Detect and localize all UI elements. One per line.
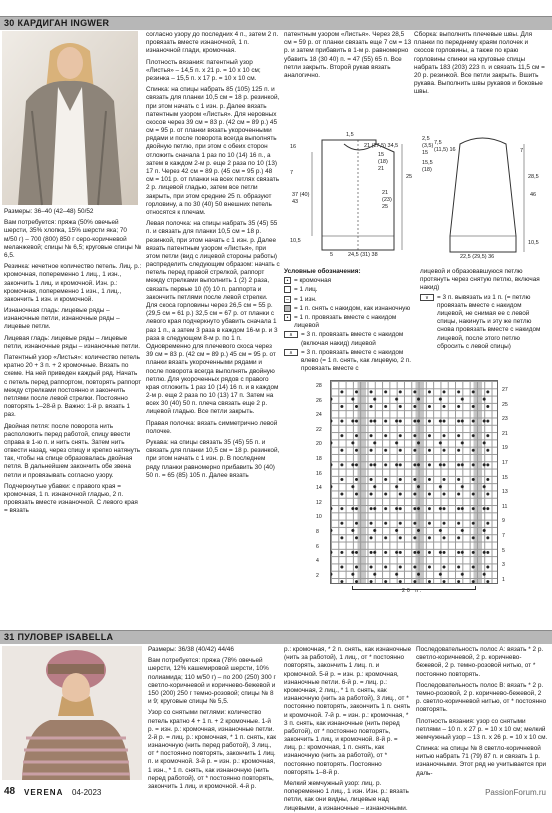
pattern-text: Узор со снятыми петлями: количество петель кратно 4 + 1 п. + 2 кромочные. 1-й р. = изн. р.: кромочная, изнаночные петли. 2-й р. = лиц. р.: кромочная, * 1 п. снять, как изнаночную (нить перед работой), 3 лиц., от * постоянно повторять, закончить 1 лиц. п. и кромочной. 3-й р. = изн. р.: кромочная, 1 изн., * 1 п. снять, как изнаночную (нить перед работой), от * постоянно повторять, закончить 1 лиц. и кромочной. 4-й р.	[148, 709, 277, 790]
body-label: 37 (40) 43	[292, 192, 310, 206]
section-header-title	[4, 18, 109, 30]
back-text: Спинка: на спицы набрать 85 (105) 125 п. и связать для планки 10,5 см = 18 р. резинкой, при этом начать с 1 изн. р. Далее вязать патентным узором «Листья». Для неровных скосов через 39 см = 83 р. (42 см = 89 р.) 45 см = 95 р. от планки вязать укороченными рядами и после поворота всегда выполнять двойную петлю, при этом с обеих сторон отложить сначала 1 раз по 10 (14) 16 п., а затем в каждом 2-м р. еще 2 раза по 10 (13) 17 п. Через 42 см = 89 р. (45 см = 95 р.) 48 см = 101 р. от планки на всех петлях связать 2 р. лицевой гладью, затем все петли закрыть, при этом средние 25 п. образуют горловину, а по 30 (40) 50 внешних петель относятся к плечам.	[146, 86, 280, 216]
materials-text: Вам потребуется: пряжа (78% овечьей шерсти, 12% кашемировой шерсти, 10% полиамида; 110 м/50 г) – по 200 (250) 300 г светло-коричневой и коричнево-бежевой и 150 (200) 250 г темно-розовой; спицы № 8 и 9; круговые спицы № 5,5.	[148, 657, 276, 706]
assembly-text: Сборка: выполнить плечевые швы. Для планки по переднему краям полочек и скосов горловины, а также по краю горловины спинки на круговые спицы набрать 183 (203) 223 п. и связать 11,5 см = 20 р. резинкой. Все петли закрыть. Вшить рукава. Выполнить швы рукавов и боковые швы.	[414, 31, 545, 96]
sleeve-label: 7	[520, 148, 524, 154]
sleeve-label: 2,5 (3,5) 15	[422, 136, 434, 157]
right-front-text: Правая полочка: вязать симметрично левой полочке.	[146, 419, 278, 435]
legend-title: Условные обозначения:	[284, 268, 361, 275]
knit-three-left-icon: ∧	[284, 349, 298, 356]
column-4-instructions	[414, 31, 548, 131]
body-label: 5	[330, 252, 334, 258]
sizes-text: Размеры: 36/38 (40/42) 44/46	[148, 646, 234, 653]
left-front-text: Левая полочка: на спицы набрать 35 (45) 55 п. и связать для планки 10,5 см = 18 р. резинкой, при этом начать с 1 изн. р. Далее вязать патентным узором «Листья», при этом петли (вид с лицевой стороны работы) распределить следующим образом: начать с петель перед правой стрелкой, раппорт между стрелками выполнить 1 (2) 2 раза, связать первые 10 (0) 10 п. раппорта и закончить петлями после левой стрелки. Для скоса горловины через 26,5 см = 55 р. (29,5 см = 61 р.) 32,5 см = 67 р. от планки с левого края подчеркнуто убавить сначала 1 раз 1 п., а затем 3 раза в каждом 16-м р. и 3 раза в следующем 8-м р. по 1 п. Одновременно для плечевого скоса через 39 см = 83 р. (42 см = 89 р.) 45 см = 95 р. от планки вязать укороченными рядами и после поворота всегда выполнять двойную петлю. Для укороченных рядов с правого края отложить 1 раз 10 (14) 16 п. и в каждом 2-м р. еще 2 раза по 10 (13) 17 п. Затем на всех 30 (40) 50 п. плеча связать еще 2 р. лицевой гладью. Все петли закрыть.	[146, 220, 280, 416]
sleeve-label: 28,5	[528, 174, 539, 180]
section-title: КАРДИГАН	[17, 18, 68, 28]
knit-with-yarnover-icon: •	[284, 314, 291, 321]
sleeve-schematic	[420, 134, 550, 264]
body-label: 10,5	[290, 238, 301, 244]
body-label: 24,5 (31) 38	[348, 252, 378, 258]
section-subtitle: INGWER	[70, 18, 110, 28]
legend-item: ∧ = 3 п. провязать вместе с накидом (включая накид) лицевой	[284, 331, 416, 347]
legend-item: • = кромочная	[284, 277, 416, 285]
legend-item: ∧ = 3 п. провязать вместе с накидом влево (= 1 п. снять, как лицевую, 2 п. провязать вместе с	[284, 349, 416, 374]
section-header-bottom	[0, 630, 552, 644]
decrease-text: Подчеркнутые убавки: с правого края = кромочная, 1 п. изнаночной гладью, 2 п. провязать вместе изнаночной. С левого края = вязать	[4, 482, 138, 515]
knit-three-together-icon: ∧	[284, 331, 298, 338]
body-label: 21 (23) 25	[382, 190, 392, 211]
column-1-instructions	[4, 208, 142, 570]
legend-item: • = 1 п. провязать вместе с накидом лицевой	[284, 314, 416, 330]
sleeve-label: 7,5 (11,5) 16	[434, 140, 456, 154]
body-label: 7	[290, 170, 294, 176]
stripe-sequence-a: Последовательность полос А: вязать * 2 р. светло-коричневой, 2 р. коричнево-бежевой, 2 р. темно-розовой нитью, от * постоянно повторять.	[416, 646, 544, 678]
column-2-instructions	[146, 31, 280, 571]
density-text: Плотность вязания: узор со снятыми петлями – 10 п. x 27 р. = 10 x 10 см; мелкий жемчужный узор – 13 п. x 26 р. = 10 x 10 см.	[416, 717, 548, 741]
body-label: 15 (18) 21	[378, 152, 388, 173]
knit-stitch-icon	[284, 286, 291, 293]
sleeve-label: 15,5 (18)	[422, 160, 433, 174]
section-title: ПУЛОВЕР	[17, 632, 64, 642]
pattern-text: Патентный узор «Листья»: количество петель кратно 20 + 3 п. + 2 кромочные. Вязать по схеме. На ней приведен каждый ряд. Начать с петель перед раппортом, повторять раппорт между стрелками постоянно и закончить петлями после левой стрелки. Постоянно повторять 1–28-й р. Важно: 1-й р. вязать 1 раз.	[4, 354, 142, 419]
watermark: PassionForum.ru	[485, 788, 546, 797]
magazine-brand: VERENA	[24, 788, 64, 797]
seed-stitch-text: Мелкий жемчужный узор: лиц. р. попеременно 1 лиц., 1 изн. Изн. р.: вязать петли, как они видны, лицевые над лицевыми, а изнаночные – изнаночными.	[284, 780, 409, 812]
intro-text: согласно узору до последних 4 п., затем 2 п. провязать вместе изнаночной, 1 п. изнаночной глади, кромочная.	[146, 31, 279, 55]
legend-item: ∨ = 3 п. вывязать из 1 п. (= петлю провязать вместе с накидом лицевой, не снимая ее с левой спицы, накинуть и эту же петлю снова провязать вместе с накидом лицевой, после этого петлю сбросить с левой спицы)	[420, 294, 548, 351]
body-label: 1,5	[346, 132, 354, 138]
legend-item: = 1 п. снять с накидом, как изнаночную	[284, 305, 416, 313]
reverse-stitch-text: Изнаночная гладь: лицевые ряды – изнаночные петли, изнаночные ряды – лицевые петли.	[4, 307, 120, 331]
stripe-sequence-b: Последовательность полос В: вязать * 2 р. темно-розовой, 2 р. коричнево-бежевой, 2 р. светло-коричневой нитью, от * постоянно повторять.	[416, 681, 547, 714]
purl-stitch-icon: –	[284, 296, 291, 303]
legend-continued	[420, 268, 548, 378]
repeat-arrows	[352, 586, 476, 590]
body-label: 25	[406, 174, 413, 180]
body-label: 21 (27,5) 34,5	[364, 143, 399, 149]
section-number: 31	[4, 632, 15, 642]
chart-right-row-numbers: 27 25 23 21 19 17 15 13 11 9 7 5 3 1	[502, 387, 508, 583]
page-number: 48	[4, 786, 16, 797]
edge-stitch-icon: •	[284, 277, 291, 284]
column-3-instructions	[284, 31, 412, 131]
section-subtitle: ISABELLA	[65, 632, 114, 642]
sleeve-label: 10,5	[528, 240, 539, 246]
bottom-column-3	[416, 646, 548, 782]
pullover-photo	[2, 646, 142, 780]
pattern-continue-text: р.: кромочная, * 2 п. снять, как изнаночные (нить за работой), 1 лиц., от * постоянно повторять, закончить 1 лиц. п. и кромочной. 5-й р. = изн. р.: кромочная, изнаночные петли. 6-й р. = лиц. р.: кромочная, 2 лиц., * 1 п. снять, как изнаночную (нить за работой), 3 лиц., от * постоянно повторять, закончить 1 п. снять и кромочной. 7-й р. = изн. р.: кромочная, * 3 п. снять, как изнаночные (нить перед работой), от * постоянно повторять, закончить 1 лиц. и кромочной. 8-й р. = лиц. р.: кромочная, 1 п. снять, как изнаночную (нить за работой), от * постоянно повторять. Постоянно повторять 1–8-й р.	[284, 646, 412, 776]
knitting-chart	[330, 380, 500, 590]
legend-right-text: лицевой и образовавшуюся петлю протянуть через снятую петлю, включая накид)	[420, 268, 540, 292]
double-loop-text: Двойная петля: после поворота нить расположить перед работой, спицу ввести справа в 1-ю п. и нить снять. Затем нить отвести назад, через спицу и крепко натянуть так, чтобы на спице образовалась двойная петля. В дальнейшем закончить обе звена петли и провязывать согласно узору.	[4, 422, 141, 479]
sizes-text: Размеры: 36–40 (42–48) 50/52	[4, 208, 94, 215]
sleeves-text: Рукава: на спицы связать 35 (45) 55 п. и связать для планки 10,5 см = 18 р. резинкой, при этом начать с 1 изн. р. В последнем ряду планки равномерно прибавить 30 (40) 50 п. = 65 (85) 105 п. Далее вязать	[146, 439, 280, 479]
density-text: Плотность вязания: патентный узор «Листья» – 14,5 п. x 21 р. = 10 x 10 см; резинка – 15,5 п. x 17 р. = 10 x 10 см.	[146, 58, 261, 82]
body-label: 16	[290, 144, 297, 150]
chart-left-row-numbers: 28 26 24 22 20 18 16 14 12 10 8 6 4 2	[316, 383, 322, 579]
bottom-column-2	[284, 646, 412, 812]
rib-text: Резинка: нечетное количество петель. Лиц. р.: кромочная, попеременно 1 лиц., 1 изн., закончить 1 лиц. и кромочной. Изн. р.: кромочная, попеременно 1 изн., 1 лиц., закончить 1 изн. и кромочной.	[4, 263, 142, 303]
stockinette-text: Лицевая гладь: лицевые ряды – лицевые петли, изнаночные ряды – изнаночные петли.	[4, 334, 141, 350]
legend-item: – = 1 изн.	[284, 296, 416, 304]
section-header-top	[0, 16, 552, 30]
chart-grid	[330, 380, 498, 584]
sleeve-label: 46	[530, 192, 537, 198]
slip-yarnover-icon	[284, 305, 291, 312]
section-header-title	[4, 632, 113, 644]
cardigan-illustration	[2, 31, 138, 205]
magazine-issue: 04-2023	[72, 788, 102, 797]
legend	[284, 268, 416, 373]
body-schematic	[284, 134, 418, 264]
page-footer	[0, 784, 552, 800]
materials-text: Вам потребуется: пряжа (50% овечьей шерсти, 35% хлопка, 15% шерсти яка; 70 м/50 г) – 700 (800) 850 г серо-коричневой меланжевой; спицы № 6,5; круговые спицы № 6,5.	[4, 219, 142, 259]
pullover-illustration	[2, 646, 142, 780]
section-number: 30	[4, 18, 15, 28]
back-text: Спинка: на спицы № 8 светло-коричневой нитью набрать 71 (79) 87 п. и связать 1 р. изнаночными. Этот ряд не учитывается при даль-	[416, 745, 547, 777]
legend-item: = 1 лиц.	[284, 286, 416, 294]
three-from-one-icon: ∨	[420, 294, 434, 301]
sleeve-continue-text: патентным узором «Листья». Через 28,5 см = 59 р. от планки связать еще 7 см = 13 р. и затем прибавить в 1-м р. равномерно убавить 18 (30 40) п. = 47 (55) 65 п. Все петли закрыть. Второй рукав вязать аналогично.	[284, 31, 412, 79]
cardigan-photo	[2, 31, 138, 205]
chart-repeat-label: 20 п.	[402, 588, 424, 594]
bottom-column-1	[148, 646, 278, 790]
sleeve-label: 22,5 (29,5) 36	[460, 254, 495, 260]
